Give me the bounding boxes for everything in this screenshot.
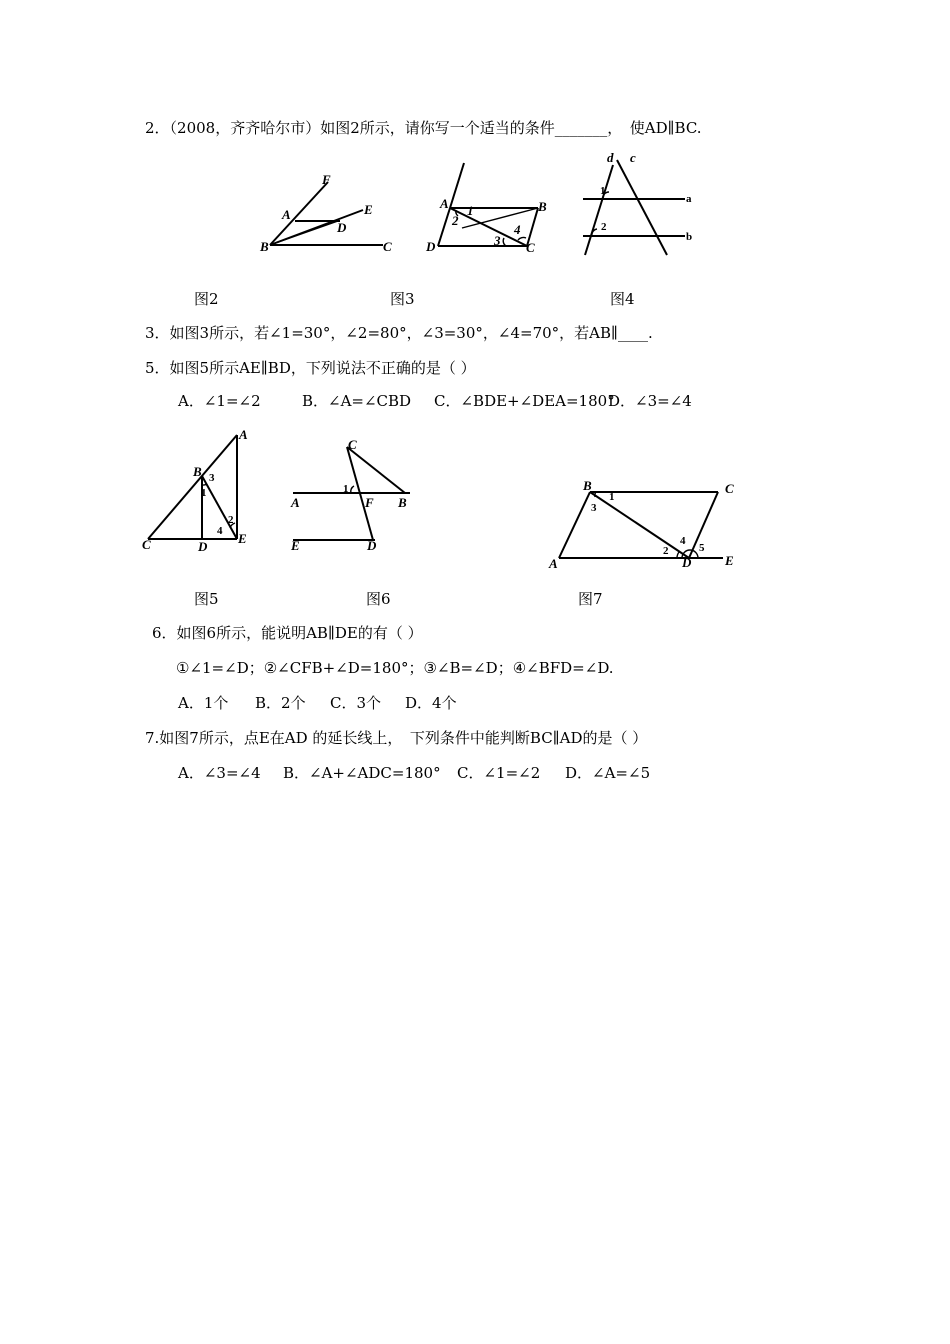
question-6: 6．如图6所示，能说明AB∥DE的有（ ） [152,624,423,642]
fig5-label-E: E [238,531,247,546]
figure-5 [140,425,260,555]
fig7-angle-5: 5 [699,542,705,554]
fig6-label-A: A [291,495,300,510]
fig7-label-A: A [549,556,558,571]
fig2-label-D: D [337,220,347,235]
fig4-label-c: c [630,150,636,165]
fig5-angle-4: 4 [217,525,223,537]
question-2: 2．（2008，齐齐哈尔市）如图2所示，请你写一个适当的条件_______， 使AD∥BC. [145,119,702,137]
fig4-label-d: d [607,150,614,165]
fig2-label-C: C [383,239,392,254]
fig5-label-C: C [142,537,151,552]
q5-option-c: C．∠BDE+∠DEA=180° [434,392,615,410]
fig7-angle-3: 3 [591,502,597,514]
q5-option-b: B．∠A=∠CBD [302,392,412,410]
fig7-angle-4: 4 [680,535,686,547]
q6-option-d: D．4个 [405,694,457,712]
fig3-angle-1: 1 [467,203,474,218]
figure-5-caption: 图5 [194,590,219,608]
q6-option-a: A．1个 [178,694,229,712]
fig5-label-D: D [198,539,208,554]
figure-4 [580,150,700,260]
figure-2-caption: 图2 [194,290,219,308]
figure-3 [422,158,552,258]
q7-option-b: B．∠A+∠ADC=180° [283,764,441,782]
fig6-label-D: D [367,538,377,553]
fig5-angle-1: 1 [201,487,207,499]
fig6-label-C: C [348,437,357,452]
fig7-angle-2: 2 [663,545,669,557]
fig2-label-F: F [322,172,331,187]
fig7-angle-1: 1 [609,491,615,503]
fig4-angle-1: 1 [600,185,606,197]
question-7: 7.如图7所示，点E在AD 的延长线上， 下列条件中能判断BC∥AD的是（ ） [145,729,648,747]
figure-2 [255,170,405,260]
fig7-label-B: B [583,478,592,493]
fig3-label-C: C [526,240,535,255]
q7-option-c: C．∠1=∠2 [457,764,541,782]
figure-7 [545,478,745,573]
q7-option-d: D．∠A=∠5 [565,764,651,782]
fig3-label-D: D [426,239,436,254]
fig4-label-a: a [686,193,692,205]
fig3-label-A: A [440,196,449,211]
fig6-label-E: E [291,538,300,553]
fig3-angle-3: 3 [494,233,501,248]
fig7-label-C: C [725,481,734,496]
fig5-label-B: B [193,464,202,479]
q5-option-a: A．∠1=∠2 [178,392,261,410]
fig6-label-F: F [365,495,374,510]
q5-option-d: D．∠3=∠4 [608,392,692,410]
fig6-angle-1: 1 [343,483,349,495]
fig5-angle-3: 3 [209,472,215,484]
q7-option-a: A．∠3=∠4 [178,764,261,782]
fig3-angle-4: 4 [514,222,521,237]
fig4-angle-2: 2 [601,221,607,233]
fig2-label-E: E [364,202,373,217]
fig2-label-B: B [260,239,269,254]
q6-option-c: C．3个 [330,694,382,712]
figure-3-caption: 图3 [390,290,415,308]
figure-6-caption: 图6 [366,590,391,608]
question-5: 5．如图5所示AE∥BD，下列说法不正确的是（ ） [145,359,476,377]
fig5-angle-2: 2 [228,514,234,526]
q6-conditions: ①∠1=∠D；②∠CFB+∠D=180°；③∠B=∠D；④∠BFD=∠D. [176,659,614,677]
fig7-label-D: D [682,555,692,570]
figure-4-caption: 图4 [610,290,635,308]
fig5-label-A: A [239,427,248,442]
q6-option-b: B．2个 [255,694,306,712]
fig3-label-B: B [538,199,547,214]
fig4-label-b: b [686,231,693,243]
fig6-label-B: B [398,495,407,510]
fig7-label-E: E [725,553,734,568]
figure-6 [285,435,420,555]
question-3: 3．如图3所示，若∠1=30°，∠2=80°，∠3=30°，∠4=70°，若AB∥____. [145,324,653,342]
fig2-label-A: A [282,207,291,222]
fig3-angle-2: 2 [452,213,459,228]
figure-7-caption: 图7 [578,590,603,608]
